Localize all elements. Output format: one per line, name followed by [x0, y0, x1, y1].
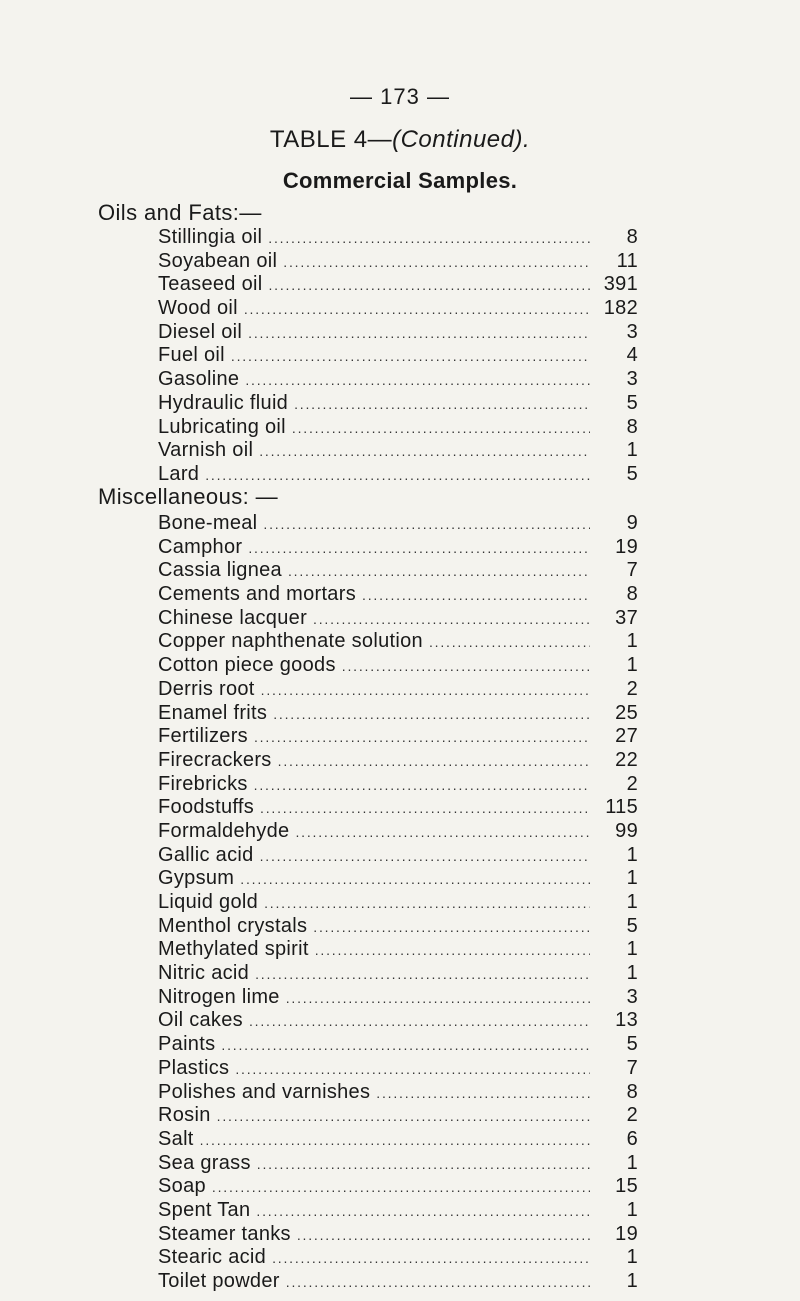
item-name: Gasoline: [158, 368, 240, 391]
table-title-continued: (Continued).: [392, 126, 531, 153]
table-title-main: TABLE 4—: [269, 126, 393, 153]
list-item: [158, 559, 638, 583]
dot-leader: [264, 892, 590, 916]
item-count: 3: [626, 320, 638, 343]
item-name: Spent Tan: [158, 1198, 251, 1221]
oils-and-fats-list: [158, 226, 638, 487]
item-name: Sea grass: [158, 1151, 251, 1174]
item-name: Salt: [158, 1127, 194, 1150]
list-item: [158, 1175, 638, 1199]
item-count: 9: [626, 512, 638, 534]
item-count: 27: [615, 725, 638, 748]
item-count: 1: [626, 891, 638, 913]
item-count: 8: [626, 1080, 638, 1103]
item-name: Foodstuffs: [158, 796, 255, 819]
item-count: 1: [626, 1270, 638, 1292]
page-number: — 173 —: [350, 84, 450, 109]
dot-leader: [200, 1129, 590, 1153]
list-item: [158, 416, 638, 440]
dot-leader: [429, 631, 590, 655]
list-item: [158, 962, 638, 986]
item-name: Menthol crystals: [158, 914, 308, 937]
list-item: [158, 844, 638, 868]
dot-leader: [288, 560, 590, 584]
list-item: [158, 654, 638, 678]
item-count: 19: [615, 535, 638, 558]
list-item: [158, 392, 638, 416]
item-count: 1: [626, 1198, 638, 1221]
list-item: [158, 725, 638, 749]
list-item: [158, 226, 638, 250]
dot-leader: [362, 584, 590, 608]
dot-leader: [249, 1010, 590, 1034]
item-name: Bone-meal: [158, 512, 258, 534]
list-item: [158, 1104, 638, 1128]
item-count: 2: [626, 677, 638, 700]
item-count: 22: [615, 748, 638, 771]
item-name: Stillingia oil: [158, 226, 263, 248]
dot-leader: [261, 679, 590, 703]
item-name: Toilet powder: [158, 1270, 280, 1292]
item-name: Cassia lignea: [158, 559, 282, 582]
item-name: Copper naphthenate solution: [158, 630, 423, 653]
dot-leader: [240, 868, 590, 892]
list-item: [158, 1081, 638, 1105]
dot-leader: [286, 1271, 590, 1295]
item-name: Firebricks: [158, 772, 248, 795]
list-item: [158, 512, 638, 536]
item-count: 7: [626, 559, 638, 582]
dot-leader: [254, 774, 590, 798]
item-count: 25: [615, 701, 638, 724]
list-item: [158, 749, 638, 773]
dot-leader: [286, 987, 590, 1011]
dot-leader: [268, 227, 590, 251]
list-item: [158, 867, 638, 891]
list-item: [158, 607, 638, 631]
dot-leader: [278, 750, 590, 774]
list-item: [158, 368, 638, 392]
item-count: 4: [626, 344, 638, 367]
list-item: [158, 796, 638, 820]
list-item: [158, 344, 638, 368]
item-name: Paints: [158, 1033, 216, 1056]
dot-leader: [263, 513, 590, 537]
item-name: Soap: [158, 1175, 206, 1198]
dot-leader: [313, 916, 590, 940]
dot-leader: [260, 845, 590, 869]
oils-and-fats-heading: Oils and Fats:—: [98, 200, 262, 225]
miscellaneous-list: [158, 512, 638, 1294]
item-count: 15: [615, 1175, 638, 1198]
item-count: 8: [626, 583, 638, 606]
item-count: 115: [605, 796, 638, 819]
list-item: [158, 820, 638, 844]
item-count: 1: [626, 1246, 638, 1269]
item-name: Nitric acid: [158, 962, 250, 985]
item-name: Chinese lacquer: [158, 606, 308, 629]
list-item: [158, 439, 638, 463]
item-count: 1: [626, 867, 638, 890]
item-name: Plastics: [158, 1056, 230, 1079]
item-name: Firecrackers: [158, 748, 272, 771]
item-count: 2: [626, 772, 638, 795]
dot-leader: [315, 939, 590, 963]
list-item: [158, 1152, 638, 1176]
dot-leader: [244, 298, 590, 322]
item-count: 7: [626, 1056, 638, 1079]
dot-leader: [212, 1176, 590, 1200]
item-count: 3: [626, 368, 638, 391]
item-name: Stearic acid: [158, 1246, 267, 1269]
item-name: Varnish oil: [158, 439, 254, 462]
item-name: Methylated spirit: [158, 938, 309, 961]
dot-leader: [217, 1105, 590, 1129]
item-count: 8: [626, 415, 638, 438]
dot-leader: [294, 393, 590, 417]
list-item: [158, 915, 638, 939]
item-name: Derris root: [158, 677, 255, 700]
item-name: Soyabean oil: [158, 249, 278, 272]
list-item: [158, 678, 638, 702]
dot-leader: [260, 797, 590, 821]
item-name: Cements and mortars: [158, 583, 356, 606]
item-name: Nitrogen lime: [158, 985, 280, 1008]
item-count: 19: [615, 1222, 638, 1245]
list-item: [158, 463, 638, 487]
list-item: [158, 1128, 638, 1152]
list-item: [158, 702, 638, 726]
item-count: 11: [616, 249, 638, 272]
dot-leader: [259, 440, 590, 464]
item-count: 1: [626, 654, 638, 677]
item-count: 5: [626, 462, 638, 485]
item-name: Lard: [158, 462, 200, 485]
item-name: Liquid gold: [158, 891, 259, 913]
list-item: [158, 1270, 638, 1294]
dot-leader: [221, 1034, 590, 1058]
item-name: Teaseed oil: [158, 273, 263, 296]
item-count: 1: [626, 938, 638, 961]
item-count: 6: [626, 1127, 638, 1150]
list-item: [158, 250, 638, 274]
dot-leader: [268, 274, 590, 298]
dot-leader: [297, 1224, 590, 1248]
item-count: 1: [626, 630, 638, 653]
list-item: [158, 1246, 638, 1270]
item-count: 37: [615, 606, 638, 629]
item-count: 13: [615, 1009, 638, 1032]
list-item: [158, 321, 638, 345]
item-count: 1: [626, 962, 638, 985]
item-name: Steamer tanks: [158, 1222, 291, 1245]
list-item: [158, 1057, 638, 1081]
item-name: Polishes and varnishes: [158, 1080, 371, 1103]
item-name: Wood oil: [158, 297, 238, 320]
item-count: 8: [626, 226, 638, 248]
item-name: Hydraulic fluid: [158, 391, 289, 414]
list-item: [158, 583, 638, 607]
item-count: 5: [626, 1033, 638, 1056]
item-count: 182: [603, 297, 638, 320]
item-count: 2: [626, 1104, 638, 1127]
miscellaneous-heading: Miscellaneous: —: [98, 484, 279, 509]
dot-leader: [235, 1058, 590, 1082]
item-name: Formaldehyde: [158, 819, 290, 842]
item-count: 99: [615, 819, 638, 842]
item-count: 5: [626, 914, 638, 937]
dot-leader: [295, 821, 590, 845]
list-item: [158, 273, 638, 297]
dot-leader: [342, 655, 590, 679]
dot-leader: [231, 345, 590, 369]
item-name: Lubricating oil: [158, 415, 286, 438]
item-name: Fertilizers: [158, 725, 248, 748]
item-name: Camphor: [158, 535, 243, 558]
item-count: 3: [626, 985, 638, 1008]
list-item: [158, 1223, 638, 1247]
list-item: [158, 891, 638, 915]
list-item: [158, 630, 638, 654]
item-name: Enamel frits: [158, 701, 268, 724]
list-item: [158, 986, 638, 1010]
item-count: 391: [603, 273, 638, 296]
dot-leader: [245, 369, 590, 393]
dot-leader: [272, 1247, 590, 1271]
list-item: [158, 297, 638, 321]
table-subtitle: Commercial Samples.: [282, 168, 518, 193]
item-name: Gypsum: [158, 867, 235, 890]
dot-leader: [254, 726, 590, 750]
dot-leader: [313, 608, 590, 632]
dot-leader: [257, 1153, 590, 1177]
dot-leader: [248, 322, 590, 346]
item-name: Oil cakes: [158, 1009, 243, 1032]
item-name: Diesel oil: [158, 320, 243, 343]
item-count: 1: [626, 843, 638, 866]
dot-leader: [255, 963, 590, 987]
dot-leader: [376, 1082, 590, 1106]
item-name: Rosin: [158, 1104, 211, 1127]
item-count: 5: [626, 391, 638, 414]
list-item: [158, 1033, 638, 1057]
list-item: [158, 1199, 638, 1223]
dot-leader: [292, 417, 590, 441]
dot-leader: [248, 537, 590, 561]
table-title: [0, 126, 800, 154]
dot-leader: [256, 1200, 590, 1224]
list-item: [158, 773, 638, 797]
item-name: Gallic acid: [158, 843, 254, 866]
dot-leader: [283, 251, 590, 275]
item-name: Cotton piece goods: [158, 654, 336, 677]
list-item: [158, 536, 638, 560]
list-item: [158, 1009, 638, 1033]
item-count: 1: [626, 1151, 638, 1174]
item-count: 1: [626, 439, 638, 462]
dot-leader: [273, 703, 590, 727]
item-name: Fuel oil: [158, 344, 225, 367]
list-item: [158, 938, 638, 962]
